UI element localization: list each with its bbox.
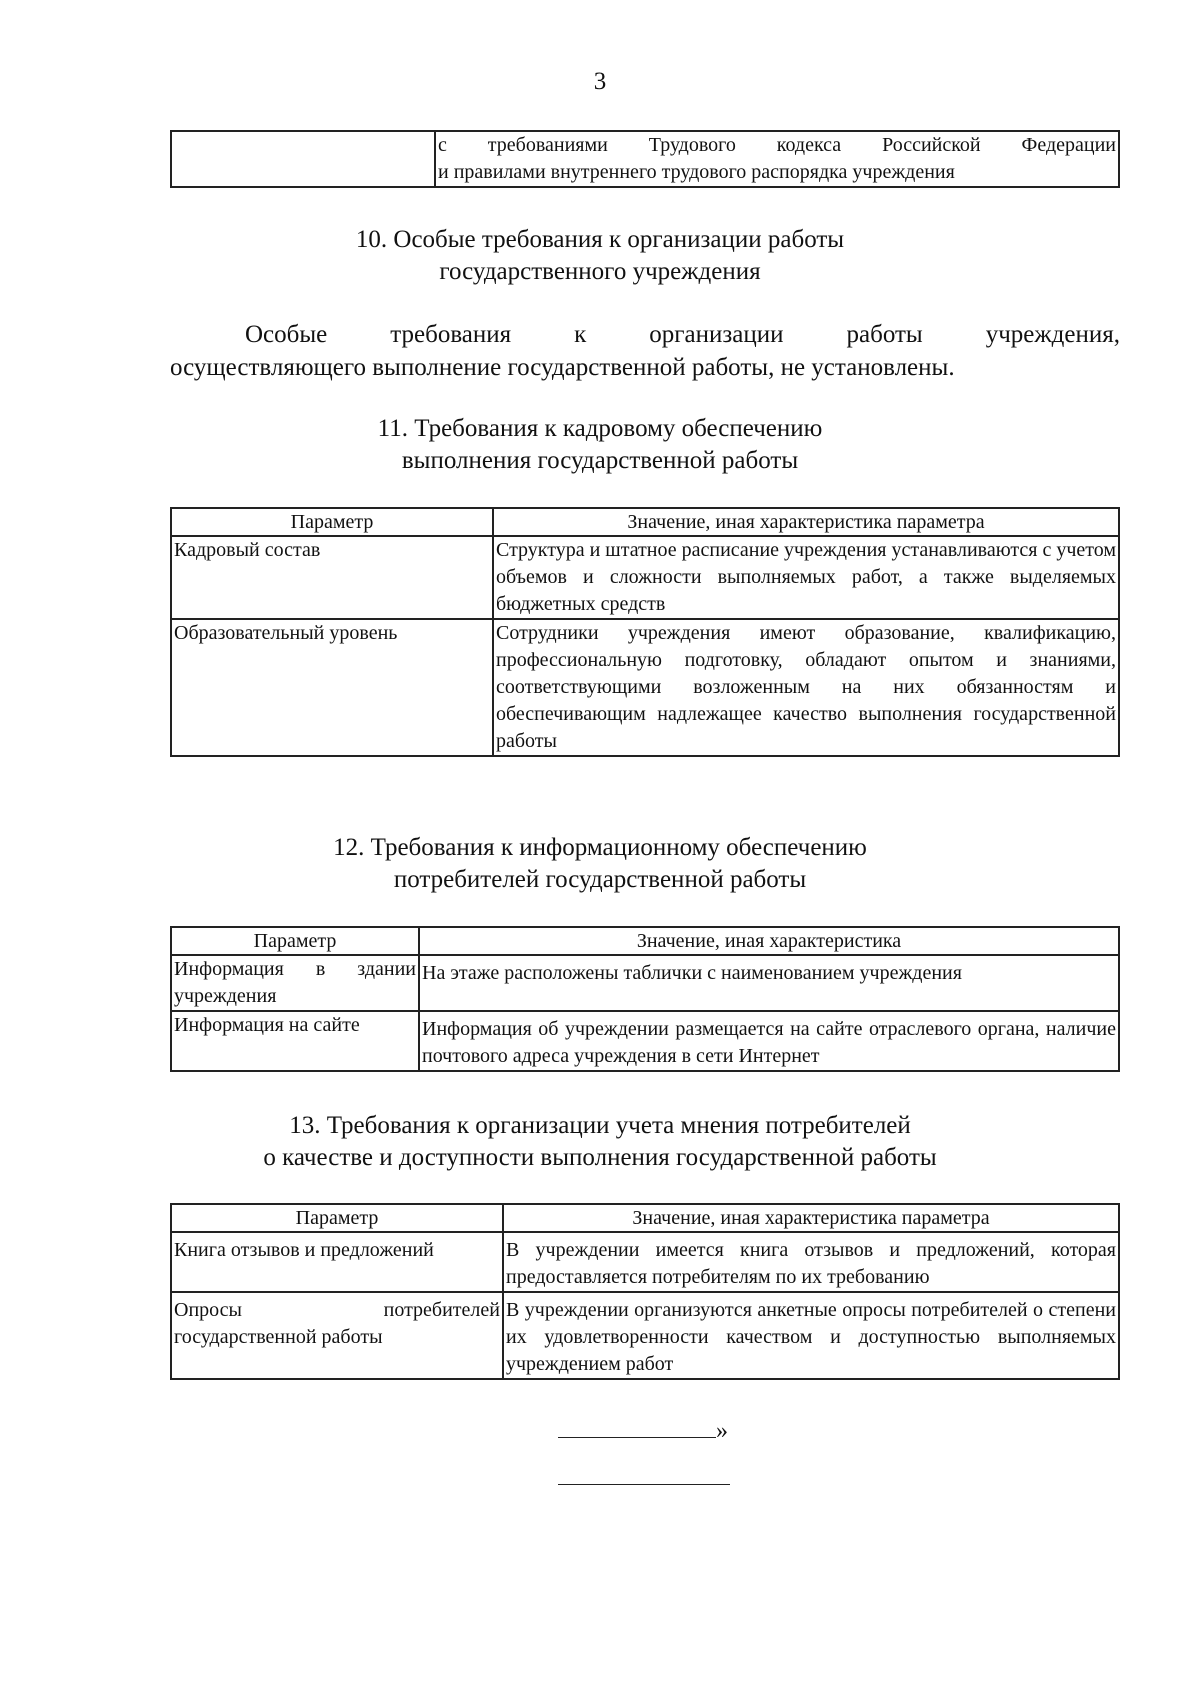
header-param: Параметр: [171, 508, 493, 536]
row-value: Структура и штатное расписание учреждения устанавливаются с учетом объемов и сложности выполняемых работ, а также выделяемых бюджетных средств: [493, 536, 1119, 619]
section10-title-line2: государственного учреждения: [439, 258, 761, 285]
table-header-row: [171, 508, 1119, 536]
continuation-empty-cell: [171, 131, 435, 187]
section10-text-line1: Особые требования к организации работы учреждения,: [245, 321, 1120, 348]
row-param: Опросы потребителей государственной работы: [171, 1292, 503, 1379]
section10-title: [0, 224, 1200, 288]
table-row: [171, 619, 1119, 756]
closing-underline: [558, 1419, 716, 1438]
table-row: [171, 955, 1119, 1011]
continuation-text-cell: [435, 131, 1119, 187]
table-row: [171, 536, 1119, 619]
information-table: [170, 926, 1120, 1072]
continuation-line-2: и правилами внутреннего трудового распорядка учреждения: [438, 161, 955, 183]
section12-title-line1: 12. Требования к информационному обеспечению: [333, 834, 867, 861]
table-header-row: [171, 1204, 1119, 1232]
row-value: На этаже расположены таблички с наименованием учреждения: [419, 955, 1119, 1011]
header-param: Параметр: [171, 1204, 503, 1232]
row-param: Информация в здании учреждения: [171, 955, 419, 1011]
continuation-line-1: с требованиями Трудового кодекса Российской Федерации: [438, 134, 1116, 156]
section11-title-line1: 11. Требования к кадровому обеспечению: [377, 415, 823, 442]
row-value: Информация об учреждении размещается на сайте отраслевого органа, наличие почтового адреса учреждения в сети Интернет: [419, 1011, 1119, 1071]
section11-title: [0, 413, 1200, 477]
section12-title-line2: потребителей государственной работы: [393, 866, 807, 893]
header-value: Значение, иная характеристика параметра: [503, 1204, 1119, 1232]
row-param: Информация на сайте: [171, 1011, 419, 1071]
row-value: В учреждении имеется книга отзывов и предложений, которая предоставляется потребителям по их требованию: [503, 1232, 1119, 1292]
section12-title: [0, 832, 1200, 896]
bottom-separator-line: [558, 1484, 730, 1485]
table-header-row: [171, 927, 1119, 955]
section13-title-line1: 13. Требования к организации учета мнения потребителей: [289, 1112, 911, 1139]
row-value: Сотрудники учреждения имеют образование, квалификацию, профессиональную подготовку, обладают опытом и знаниями, соответствующими возложенным на них обязанностям и обеспечивающим надлежащее качество выполнения государственной работы: [493, 619, 1119, 756]
row-param: Книга отзывов и предложений: [171, 1232, 503, 1292]
section13-title-line2: о качестве и доступности выполнения государственной работы: [263, 1144, 937, 1171]
page-number: 3: [593, 68, 607, 95]
section11-title-line2: выполнения государственной работы: [401, 447, 799, 474]
table-row: [171, 1232, 1119, 1292]
header-param: Параметр: [171, 927, 419, 955]
staffing-table: [170, 507, 1120, 757]
row-param: Кадровый состав: [171, 536, 493, 619]
closing-mark: [558, 1418, 728, 1445]
section10-title-line1: 10. Особые требования к организации работы: [355, 226, 845, 253]
section10-text-line2: осуществляющего выполнение государственной работы, не установлены.: [170, 354, 955, 381]
row-param: Образовательный уровень: [171, 619, 493, 756]
header-value: Значение, иная характеристика: [419, 927, 1119, 955]
header-value: Значение, иная характеристика параметра: [493, 508, 1119, 536]
feedback-table: [170, 1203, 1120, 1380]
closing-quote: »: [716, 1418, 728, 1444]
row-value: В учреждении организуются анкетные опросы потребителей о степени их удовлетворенности качеством и доступностью выполняемых учреждением работ: [503, 1292, 1119, 1379]
section10-paragraph: [170, 318, 1120, 384]
section13-title: [0, 1110, 1200, 1174]
table-row: [171, 1292, 1119, 1379]
table-row: [171, 1011, 1119, 1071]
continuation-table: [170, 130, 1120, 188]
